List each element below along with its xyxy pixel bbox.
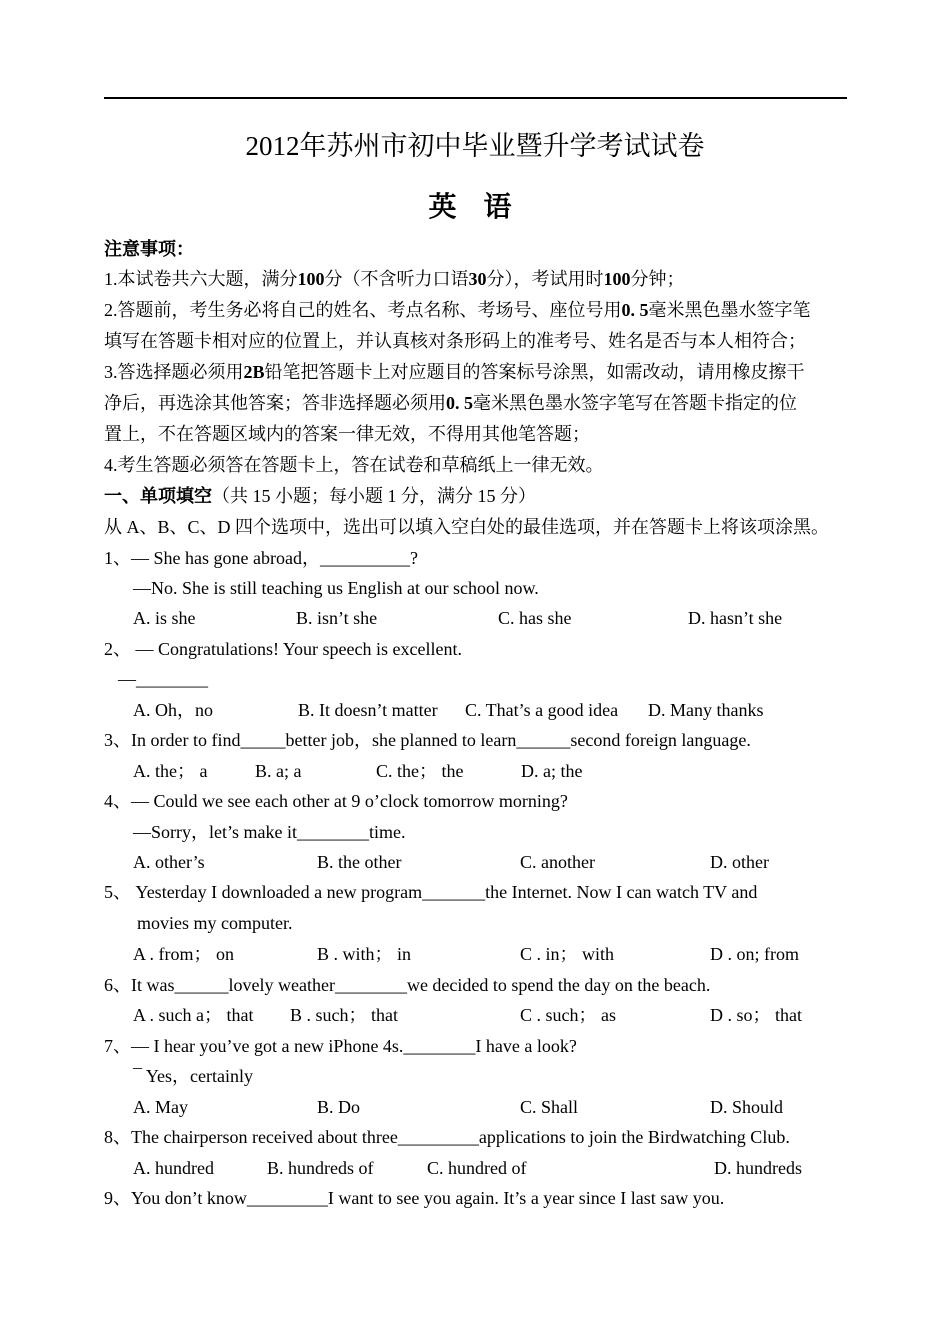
option-a: A. is she (133, 608, 196, 628)
question-stem: —________ (118, 669, 208, 689)
option-c: C. the； the (376, 761, 464, 781)
notice-line: 2.答题前，考生务必将自己的姓名、考点名称、考场号、座位号用0. 5毫米黑色墨水签字笔 (104, 300, 811, 320)
option-b: B. a; a (255, 761, 302, 781)
option-d: D. other (710, 852, 769, 872)
option-b: B . with； in (317, 944, 412, 964)
notice-line: 3.答选择题必须用2B铅笔把答题卡上对应题目的答案标号涂黑，如需改动，请用橡皮擦干 (104, 362, 805, 382)
notice-line: 填写在答题卡相对应的位置上，并认真核对条形码上的准考号、姓名是否与本人相符合； (104, 331, 806, 351)
option-c: C. That’s a good idea (465, 700, 619, 720)
notice-line: 4.考生答题必须答在答题卡上，答在试卷和草稿纸上一律无效。 (104, 455, 604, 475)
question-stem: 2、 — Congratulations! Your speech is excellent. (104, 639, 462, 659)
question-stem: ¯ Yes，certainly (133, 1066, 253, 1086)
option-b: B. It doesn’t matter (298, 700, 438, 720)
question-stem: —No. She is still teaching us English at our school now. (133, 578, 539, 598)
option-b: B . such； that (290, 1005, 398, 1025)
section-instruction: 从 A、B、C、D 四个选项中，选出可以填入空白处的最佳选项，并在答题卡上将该项涂黑。 (104, 517, 830, 537)
option-b: B. hundreds of (267, 1158, 374, 1178)
option-c: C. hundred of (427, 1158, 527, 1178)
notice-line: 净后，再选涂其他答案；答非选择题必须用0. 5毫米黑色墨水签字笔写在答题卡指定的位 (104, 393, 797, 413)
option-a: A . from； on (133, 944, 234, 964)
option-b: B. isn’t she (296, 608, 378, 628)
question-stem: 6、It was______lovely weather________we decided to spend the day on the beach. (104, 975, 711, 995)
option-a: A. the； a (133, 761, 208, 781)
option-c: C . such； as (520, 1005, 616, 1025)
option-d: D. hasn’t she (688, 608, 783, 628)
question-stem: 7、— I hear you’ve got a new iPhone 4s.________I have a look? (104, 1036, 577, 1056)
question-stem: 5、 Yesterday I downloaded a new program_______the Internet. Now I can watch TV and (104, 882, 758, 902)
exam-title: 2012年苏州市初中毕业暨升学考试试卷 (245, 131, 705, 161)
question-stem: 3、In order to find_____better job，she planned to learn______second foreign language. (104, 730, 751, 750)
option-a: A. hundred (133, 1158, 214, 1178)
notice-heading: 注意事项： (104, 239, 194, 259)
option-a: A. other’s (133, 852, 205, 872)
question-stem: 8、The chairperson received about three_________applications to join the Birdwatching Club. (104, 1127, 790, 1147)
notice-line: 置上，不在答题区域内的答案一律无效，不得用其他笔答题； (104, 424, 590, 444)
option-a: A . such a； that (133, 1005, 254, 1025)
notice-line: 1.本试卷共六大题，满分100分（不含听力口语30分），考试用时100分钟； (104, 269, 685, 289)
option-d: D. Should (710, 1097, 784, 1117)
section-heading: 一、单项填空（共 15 小题；每小题 1 分，满分 15 分） (104, 486, 536, 506)
option-b: B. Do (317, 1097, 361, 1117)
option-c: C. has she (498, 608, 572, 628)
option-c: C. another (520, 852, 595, 872)
question-stem: 1、— She has gone abroad，__________? (104, 548, 418, 568)
option-a: A. Oh，no (133, 700, 213, 720)
option-d: D. hundreds (714, 1158, 802, 1178)
subject-title: 英 语 (428, 192, 522, 223)
option-a: A. May (133, 1097, 188, 1117)
option-d: D . so； that (710, 1005, 802, 1025)
option-c: C. Shall (520, 1097, 579, 1117)
option-d: D. Many thanks (648, 700, 764, 720)
option-b: B. the other (317, 852, 402, 872)
header-rule (104, 97, 847, 99)
option-d: D. a; the (521, 761, 583, 781)
question-stem: 4、— Could we see each other at 9 o’clock tomorrow morning? (104, 791, 568, 811)
option-c: C . in； with (520, 944, 615, 964)
option-d: D . on; from (710, 944, 799, 964)
question-stem: movies my computer. (137, 913, 293, 933)
question-stem: 9、You don’t know_________I want to see you again. It’s a year since I last saw you. (104, 1188, 725, 1208)
question-stem: —Sorry，let’s make it________time. (133, 822, 406, 842)
